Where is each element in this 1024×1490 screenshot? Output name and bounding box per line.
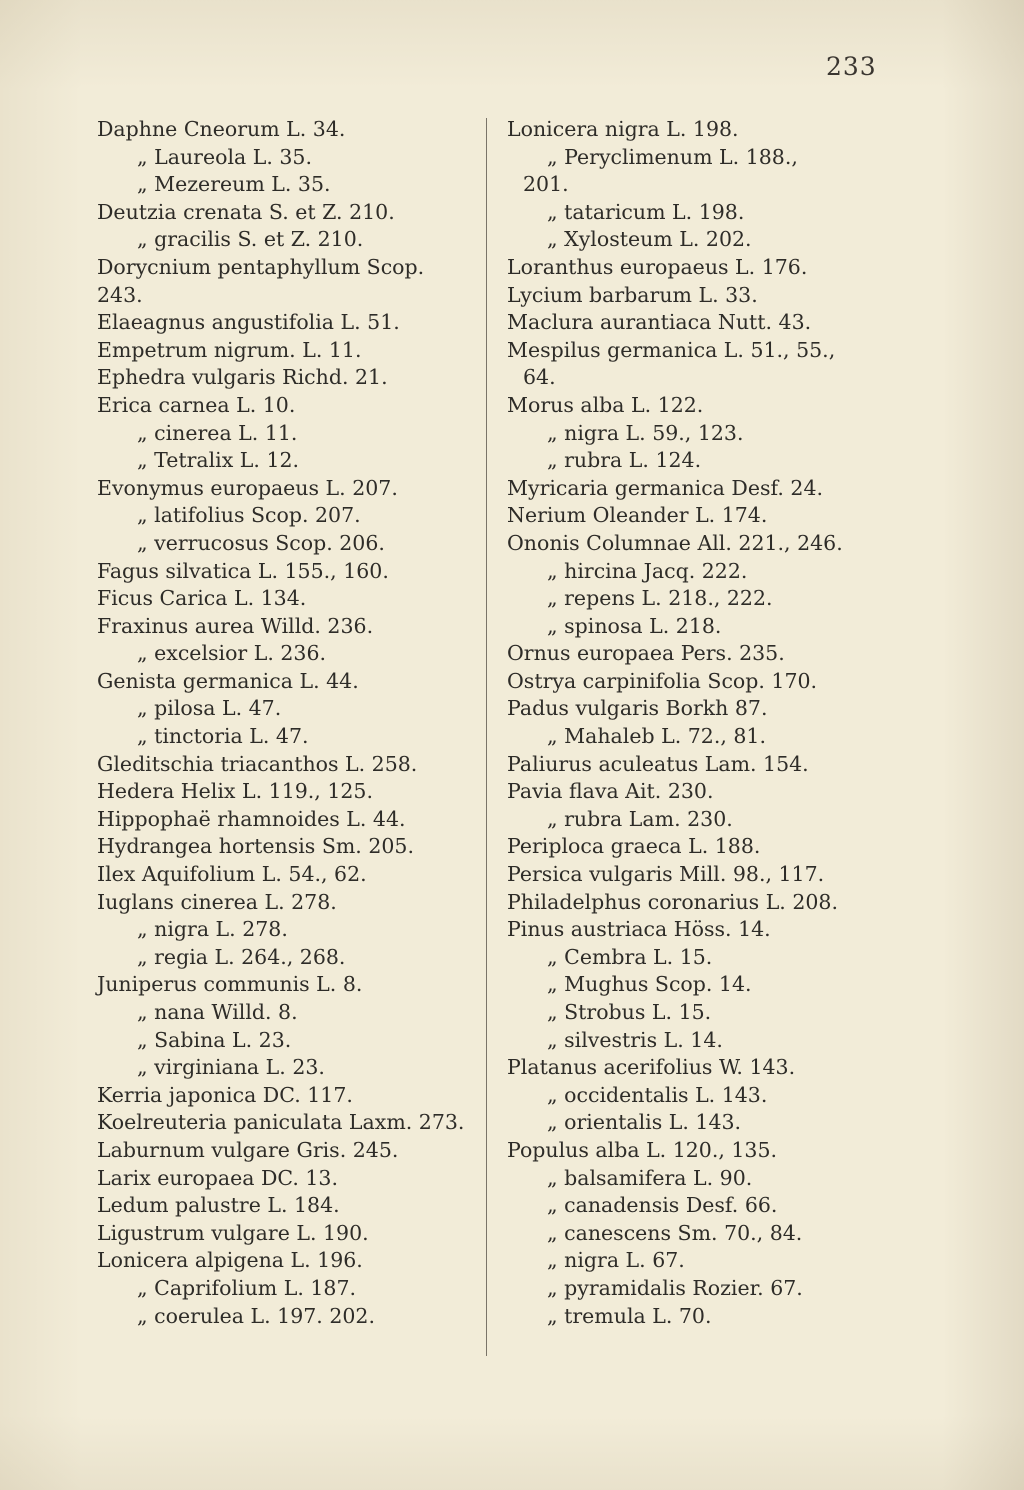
index-entry: Empetrum nigrum. L. 11. xyxy=(97,337,362,362)
index-column-left xyxy=(97,116,482,1330)
index-entry: Lonicera alpigena L. 196. xyxy=(97,1248,363,1273)
index-entry: „ Peryclimenum L. 188., xyxy=(547,144,798,169)
index-entry: Pavia flava Ait. 230. xyxy=(507,779,714,804)
index-entry: „ nigra L. 59., 123. xyxy=(547,420,744,445)
index-entry: „ latifolius Scop. 207. xyxy=(137,503,361,528)
index-entry: Ligustrum vulgare L. 190. xyxy=(97,1220,369,1245)
index-entry: Fagus silvatica L. 155., 160. xyxy=(97,558,389,583)
index-entry: „ Tetralix L. 12. xyxy=(137,448,300,473)
index-entry: „ nana Willd. 8. xyxy=(137,1000,298,1024)
index-entry: „ nigra L. 278. xyxy=(137,917,288,942)
index-entry: „ virginiana L. 23. xyxy=(137,1055,325,1080)
index-entry: 243. xyxy=(97,282,143,307)
index-entry: „ silvestris L. 14. xyxy=(547,1027,723,1052)
index-entry: Platanus acerifolius W. 143. xyxy=(507,1055,796,1080)
index-entry: Morus alba L. 122. xyxy=(507,392,704,417)
index-entry: Koelreuteria paniculata Laxm. 273. xyxy=(97,1110,465,1135)
index-entry: 201. xyxy=(523,172,569,197)
index-entry: Mespilus germanica L. 51., 55., xyxy=(507,337,836,362)
column-divider xyxy=(486,118,487,1356)
index-entry: „ canadensis Desf. 66. xyxy=(547,1193,778,1218)
index-entry: Laburnum vulgare Gris. 245. xyxy=(97,1137,399,1162)
index-entry: Larix europaea DC. 13. xyxy=(97,1165,338,1190)
index-entry: „ spinosa L. 218. xyxy=(547,613,722,638)
index-entry: „ verrucosus Scop. 206. xyxy=(137,530,385,555)
index-entry: Padus vulgaris Borkh 87. xyxy=(507,696,768,721)
index-entry: „ cinerea L. 11. xyxy=(137,420,298,445)
index-entry: Ornus europaea Pers. 235. xyxy=(507,641,785,666)
index-entry: „ orientalis L. 143. xyxy=(547,1110,742,1135)
index-entry: Paliurus aculeatus Lam. 154. xyxy=(507,751,809,776)
index-entry: Evonymus europaeus L. 207. xyxy=(97,475,398,500)
index-entry: „ Caprifolium L. 187. xyxy=(137,1275,357,1300)
index-entry: Dorycnium pentaphyllum Scop. xyxy=(97,254,425,279)
index-entry: „ repens L. 218., 222. xyxy=(547,586,773,611)
index-entry: „ coerulea L. 197. 202. xyxy=(137,1303,375,1328)
index-entry: Elaeagnus angustifolia L. 51. xyxy=(97,310,400,335)
index-entry: Ostrya carpinifolia Scop. 170. xyxy=(507,668,818,693)
index-entry: Ledum palustre L. 184. xyxy=(97,1193,340,1218)
index-entry: „ Xylosteum L. 202. xyxy=(547,227,752,252)
index-entry: „ occidentalis L. 143. xyxy=(547,1082,768,1107)
index-entry: Lonicera nigra L. 198. xyxy=(507,117,739,141)
index-entry: Ononis Columnae All. 221., 246. xyxy=(507,530,843,555)
index-entry: Erica carnea L. 10. xyxy=(97,392,296,417)
index-entry: Lycium barbarum L. 33. xyxy=(507,282,758,307)
index-entry: Deutzia crenata S. et Z. 210. xyxy=(97,199,395,224)
page-number: 233 xyxy=(826,52,877,81)
index-entry: Loranthus europaeus L. 176. xyxy=(507,254,808,279)
index-entry: Periploca graeca L. 188. xyxy=(507,834,761,859)
index-entry: Hippophaë rhamnoides L. 44. xyxy=(97,806,406,831)
index-column-right xyxy=(507,116,907,1330)
index-entry: Hedera Helix L. 119., 125. xyxy=(97,779,373,804)
index-entry: Ficus Carica L. 134. xyxy=(97,586,307,611)
index-entry: „ Mezereum L. 35. xyxy=(137,172,331,197)
index-entry: Ephedra vulgaris Richd. 21. xyxy=(97,365,388,390)
index-entry: Persica vulgaris Mill. 98., 117. xyxy=(507,862,825,887)
index-entry: Populus alba L. 120., 135. xyxy=(507,1137,778,1162)
index-entry: Pinus austriaca Höss. 14. xyxy=(507,917,771,942)
index-entry: „ balsamifera L. 90. xyxy=(547,1165,753,1190)
index-entry: „ gracilis S. et Z. 210. xyxy=(137,227,364,252)
index-entry: Daphne Cneorum L. 34. xyxy=(97,117,346,141)
index-entry: „ rubra L. 124. xyxy=(547,448,702,473)
index-entry: „ pilosa L. 47. xyxy=(137,696,282,721)
index-entry: „ pyramidalis Rozier. 67. xyxy=(547,1275,803,1300)
index-entry: „ Cembra L. 15. xyxy=(547,944,713,969)
index-entry: Iuglans cinerea L. 278. xyxy=(97,889,337,914)
index-entry: „ hircina Jacq. 222. xyxy=(547,558,748,583)
index-entry: Genista germanica L. 44. xyxy=(97,668,359,693)
index-entry: Myricaria germanica Desf. 24. xyxy=(507,475,823,500)
index-entry: Juniperus communis L. 8. xyxy=(97,972,363,997)
index-entry: „ tremula L. 70. xyxy=(547,1303,712,1328)
index-entry: Fraxinus aurea Willd. 236. xyxy=(97,613,374,638)
index-entry: „ Laureola L. 35. xyxy=(137,144,312,169)
index-entry: „ Strobus L. 15. xyxy=(547,1000,712,1024)
index-entry: „ nigra L. 67. xyxy=(547,1248,685,1273)
index-entry: „ excelsior L. 236. xyxy=(137,641,327,666)
index-entry: „ canescens Sm. 70., 84. xyxy=(547,1220,803,1245)
index-entry: Gleditschia triacanthos L. 258. xyxy=(97,751,418,776)
index-entry: „ Mughus Scop. 14. xyxy=(547,972,752,997)
index-entry: „ tataricum L. 198. xyxy=(547,199,745,224)
index-entry: „ tinctoria L. 47. xyxy=(137,724,309,749)
index-entry: „ Sabina L. 23. xyxy=(137,1027,292,1052)
index-entry: „ Mahaleb L. 72., 81. xyxy=(547,724,766,749)
index-entry: „ rubra Lam. 230. xyxy=(547,806,733,831)
index-entry: „ regia L. 264., 268. xyxy=(137,944,346,969)
index-entry: Maclura aurantiaca Nutt. 43. xyxy=(507,310,812,335)
index-entry: Ilex Aquifolium L. 54., 62. xyxy=(97,862,367,887)
index-entry: Kerria japonica DC. 117. xyxy=(97,1082,353,1107)
index-entry: 64. xyxy=(523,365,556,390)
index-entry: Philadelphus coronarius L. 208. xyxy=(507,889,838,914)
index-entry: Hydrangea hortensis Sm. 205. xyxy=(97,834,414,859)
index-entry: Nerium Oleander L. 174. xyxy=(507,503,768,528)
